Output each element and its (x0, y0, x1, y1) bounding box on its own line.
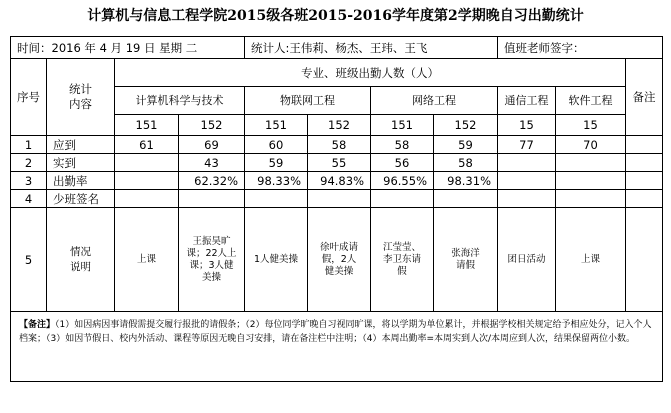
cell-value: 56 (371, 154, 434, 172)
row-label-cell (47, 208, 115, 312)
cell-value (308, 190, 371, 208)
notes-text: （1）如因病因事请假需提交履行报批的请假条；（2）每位同学旷晚自习视同旷课，将以学期为单位累计，并根据学校相关规定给予相应处分，记入个人档案；（3）如因节假日、校内外活动、课程等原因无晚自习安排，请在备注栏中注明；（4）本周出勤率=本周实到人次/本周应到人次，结果保留两位小数。 (19, 320, 652, 344)
content-header (47, 59, 115, 136)
cell-value (371, 190, 434, 208)
situation-cell: 上课 (115, 208, 179, 312)
row-situation (11, 208, 663, 312)
notes-row (11, 312, 663, 382)
situation-text: 王振昊旷课；22人上课；3人健美操 (186, 235, 237, 283)
remark-cell (626, 190, 663, 208)
cell-value: 43 (179, 154, 245, 172)
major-iot: 物联网工程 (245, 87, 371, 115)
cell-value: 60 (245, 136, 308, 154)
cell-value (245, 190, 308, 208)
remark-header: 备注 (626, 59, 663, 136)
teacher-signature-cell: 值班老师签字： (498, 37, 663, 59)
row-monitor-sign (11, 190, 663, 208)
cell-value: 59 (434, 136, 498, 154)
situation-cell: 团日活动 (498, 208, 556, 312)
cell-value: 58 (371, 136, 434, 154)
stats-people-cell: 统计人:王伟莉、杨杰、王玮、王飞 (245, 37, 498, 59)
class-size: 15 (498, 115, 556, 136)
attendance-table-wrapper (10, 36, 662, 382)
major-software: 软件工程 (556, 87, 626, 115)
cell-value (498, 190, 556, 208)
page-title: 计算机与信息工程学院2015级各班2015-2016学年度第2学期晚自习出勤统计 (87, 8, 584, 24)
class-size: 151 (245, 115, 308, 136)
cell-value: 69 (179, 136, 245, 154)
cell-value: 61 (115, 136, 179, 154)
row-seq: 2 (11, 154, 47, 172)
attendance-title: 专业、班级出勤人数（人） (115, 59, 626, 87)
row-expected (11, 136, 663, 154)
cell-value: 96.55% (371, 172, 434, 190)
major-cs: 计算机科学与技术 (115, 87, 245, 115)
situation-cell: 1人健美操 (245, 208, 308, 312)
row-seq: 5 (11, 208, 47, 312)
cell-value: 58 (308, 136, 371, 154)
row-label: 出勤率 (47, 172, 115, 190)
row-rate (11, 172, 663, 190)
row-label: 应到 (47, 136, 115, 154)
cell-value: 94.83% (308, 172, 371, 190)
cell-value: 55 (308, 154, 371, 172)
cell-value (498, 172, 556, 190)
class-size: 15 (556, 115, 626, 136)
class-size: 151 (371, 115, 434, 136)
attendance-table (10, 36, 663, 382)
row-actual (11, 154, 663, 172)
situation-cell (179, 208, 245, 312)
remark-cell (626, 154, 663, 172)
row-label: 情况说明 (70, 245, 91, 273)
major-network: 网络工程 (371, 87, 498, 115)
cell-value (179, 190, 245, 208)
row-seq: 3 (11, 172, 47, 190)
cell-value (498, 154, 556, 172)
cell-value (434, 190, 498, 208)
cell-value: 58 (434, 154, 498, 172)
row-seq: 1 (11, 136, 47, 154)
class-size: 152 (308, 115, 371, 136)
content-header-text: 统计内容 (68, 82, 92, 111)
seq-header: 序号 (11, 59, 47, 136)
cell-value: 77 (498, 136, 556, 154)
notes-cell (11, 312, 663, 382)
cell-value (556, 172, 626, 190)
remark-cell (626, 172, 663, 190)
cell-value (115, 190, 179, 208)
row-label: 实到 (47, 154, 115, 172)
notes-label: 【备注】 (19, 320, 56, 330)
situation-cell (308, 208, 371, 312)
class-size: 152 (434, 115, 498, 136)
class-size: 152 (179, 115, 245, 136)
cell-value: 70 (556, 136, 626, 154)
cell-value: 62.32% (179, 172, 245, 190)
cell-value (115, 154, 179, 172)
cell-value (556, 154, 626, 172)
cell-value (556, 190, 626, 208)
row-label: 少班签名 (47, 190, 115, 208)
row-seq: 4 (11, 190, 47, 208)
situation-text: 徐叶成请假，2人健美操 (319, 241, 358, 277)
info-row (11, 37, 663, 59)
cell-value: 98.31% (434, 172, 498, 190)
cell-value (115, 172, 179, 190)
remark-cell (626, 136, 663, 154)
remark-cell (626, 208, 663, 312)
date-cell: 时间：2016 年 4 月 19 日 星期 二 (11, 37, 245, 59)
situation-cell (434, 208, 498, 312)
major-comm: 通信工程 (498, 87, 556, 115)
header-row-1 (11, 59, 663, 87)
class-size: 151 (115, 115, 179, 136)
situation-cell: 上课 (556, 208, 626, 312)
cell-value: 98.33% (245, 172, 308, 190)
situation-text: 张海洋请假 (451, 247, 480, 271)
cell-value: 59 (245, 154, 308, 172)
situation-text: 江莹莹、李卫东请假 (382, 241, 421, 277)
situation-cell (371, 208, 434, 312)
